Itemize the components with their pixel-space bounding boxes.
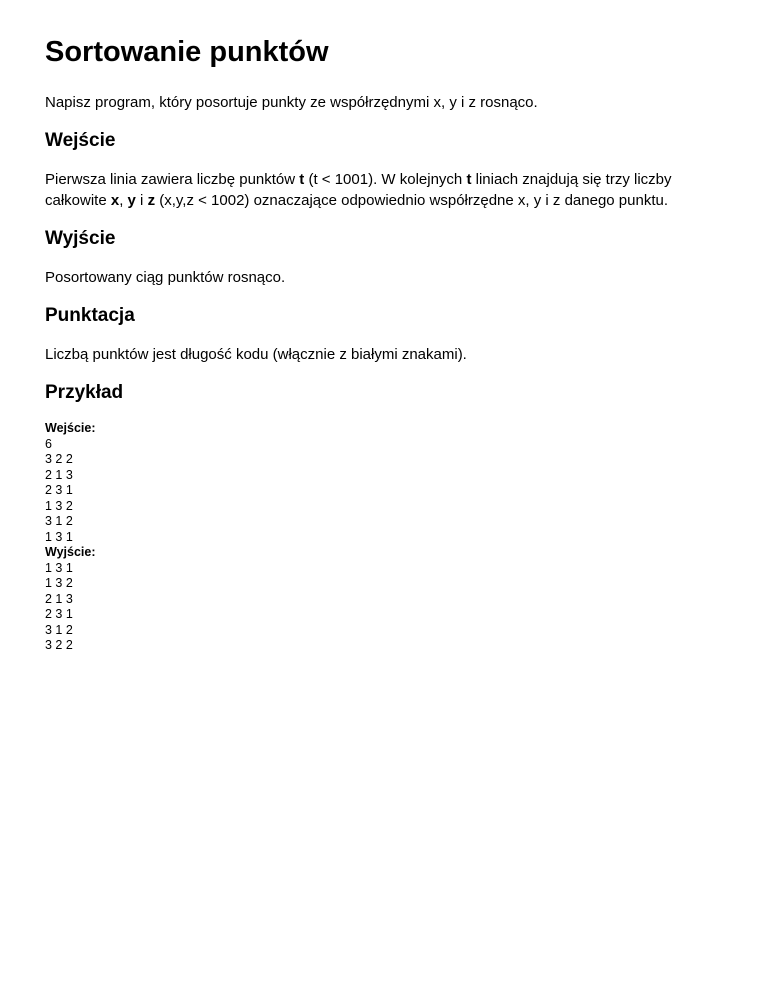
example-output-line: 3 1 2	[45, 622, 73, 637]
example-input-line: 3 1 2	[45, 514, 73, 528]
input-heading: Wejście	[45, 130, 116, 151]
input-sep-1: ,	[119, 192, 128, 209]
scoring-heading: Punktacja	[45, 305, 135, 326]
scoring-description: Liczbą punktów jest długość kodu (włącznie z białymi znakami).	[45, 346, 467, 363]
var-y: y	[127, 192, 136, 209]
var-t-1: t	[299, 171, 305, 188]
example-output-line: 1 3 1	[45, 560, 73, 575]
example-input-line: 3 2 2	[45, 452, 73, 466]
example-input-line: 6	[45, 436, 52, 451]
input-text-1: Pierwsza linia zawiera liczbę punktów	[45, 171, 300, 188]
example-block	[45, 421, 724, 654]
example-input-line: 1 3 1	[45, 529, 73, 544]
example-input-line: 2 1 3	[45, 467, 73, 482]
page-title: Sortowanie punktów	[45, 36, 329, 68]
input-text-4: (x,y,z < 1002) oznaczające odpowiednio współrzędne x, y i z danego punktu.	[155, 192, 669, 209]
example-output-line: 3 2 2	[45, 638, 73, 652]
example-input-line: 2 3 1	[45, 483, 73, 497]
example-heading: Przykład	[45, 382, 124, 403]
var-t-2: t	[466, 171, 472, 188]
example-output-label: Wyjście:	[45, 545, 96, 559]
input-text-3: liniach znajdują się trzy liczby całkowite	[45, 171, 672, 209]
example-input-line: 1 3 2	[45, 498, 73, 513]
input-description	[45, 169, 724, 211]
example-output-line: 2 1 3	[45, 591, 73, 606]
output-heading: Wyjście	[45, 228, 116, 249]
example-output-line: 1 3 2	[45, 576, 73, 590]
output-description: Posortowany ciąg punktów rosnąco.	[45, 269, 286, 286]
intro-text: Napisz program, który posortuje punkty ze współrzędnymi x, y i z rosnąco.	[45, 94, 538, 111]
input-text-2: (t < 1001). W kolejnych	[304, 171, 467, 188]
var-x: x	[110, 192, 120, 209]
example-output-line: 2 3 1	[45, 607, 73, 621]
input-sep-2: i	[135, 192, 148, 209]
var-z: z	[147, 192, 156, 209]
example-input-label: Wejście:	[45, 421, 96, 435]
